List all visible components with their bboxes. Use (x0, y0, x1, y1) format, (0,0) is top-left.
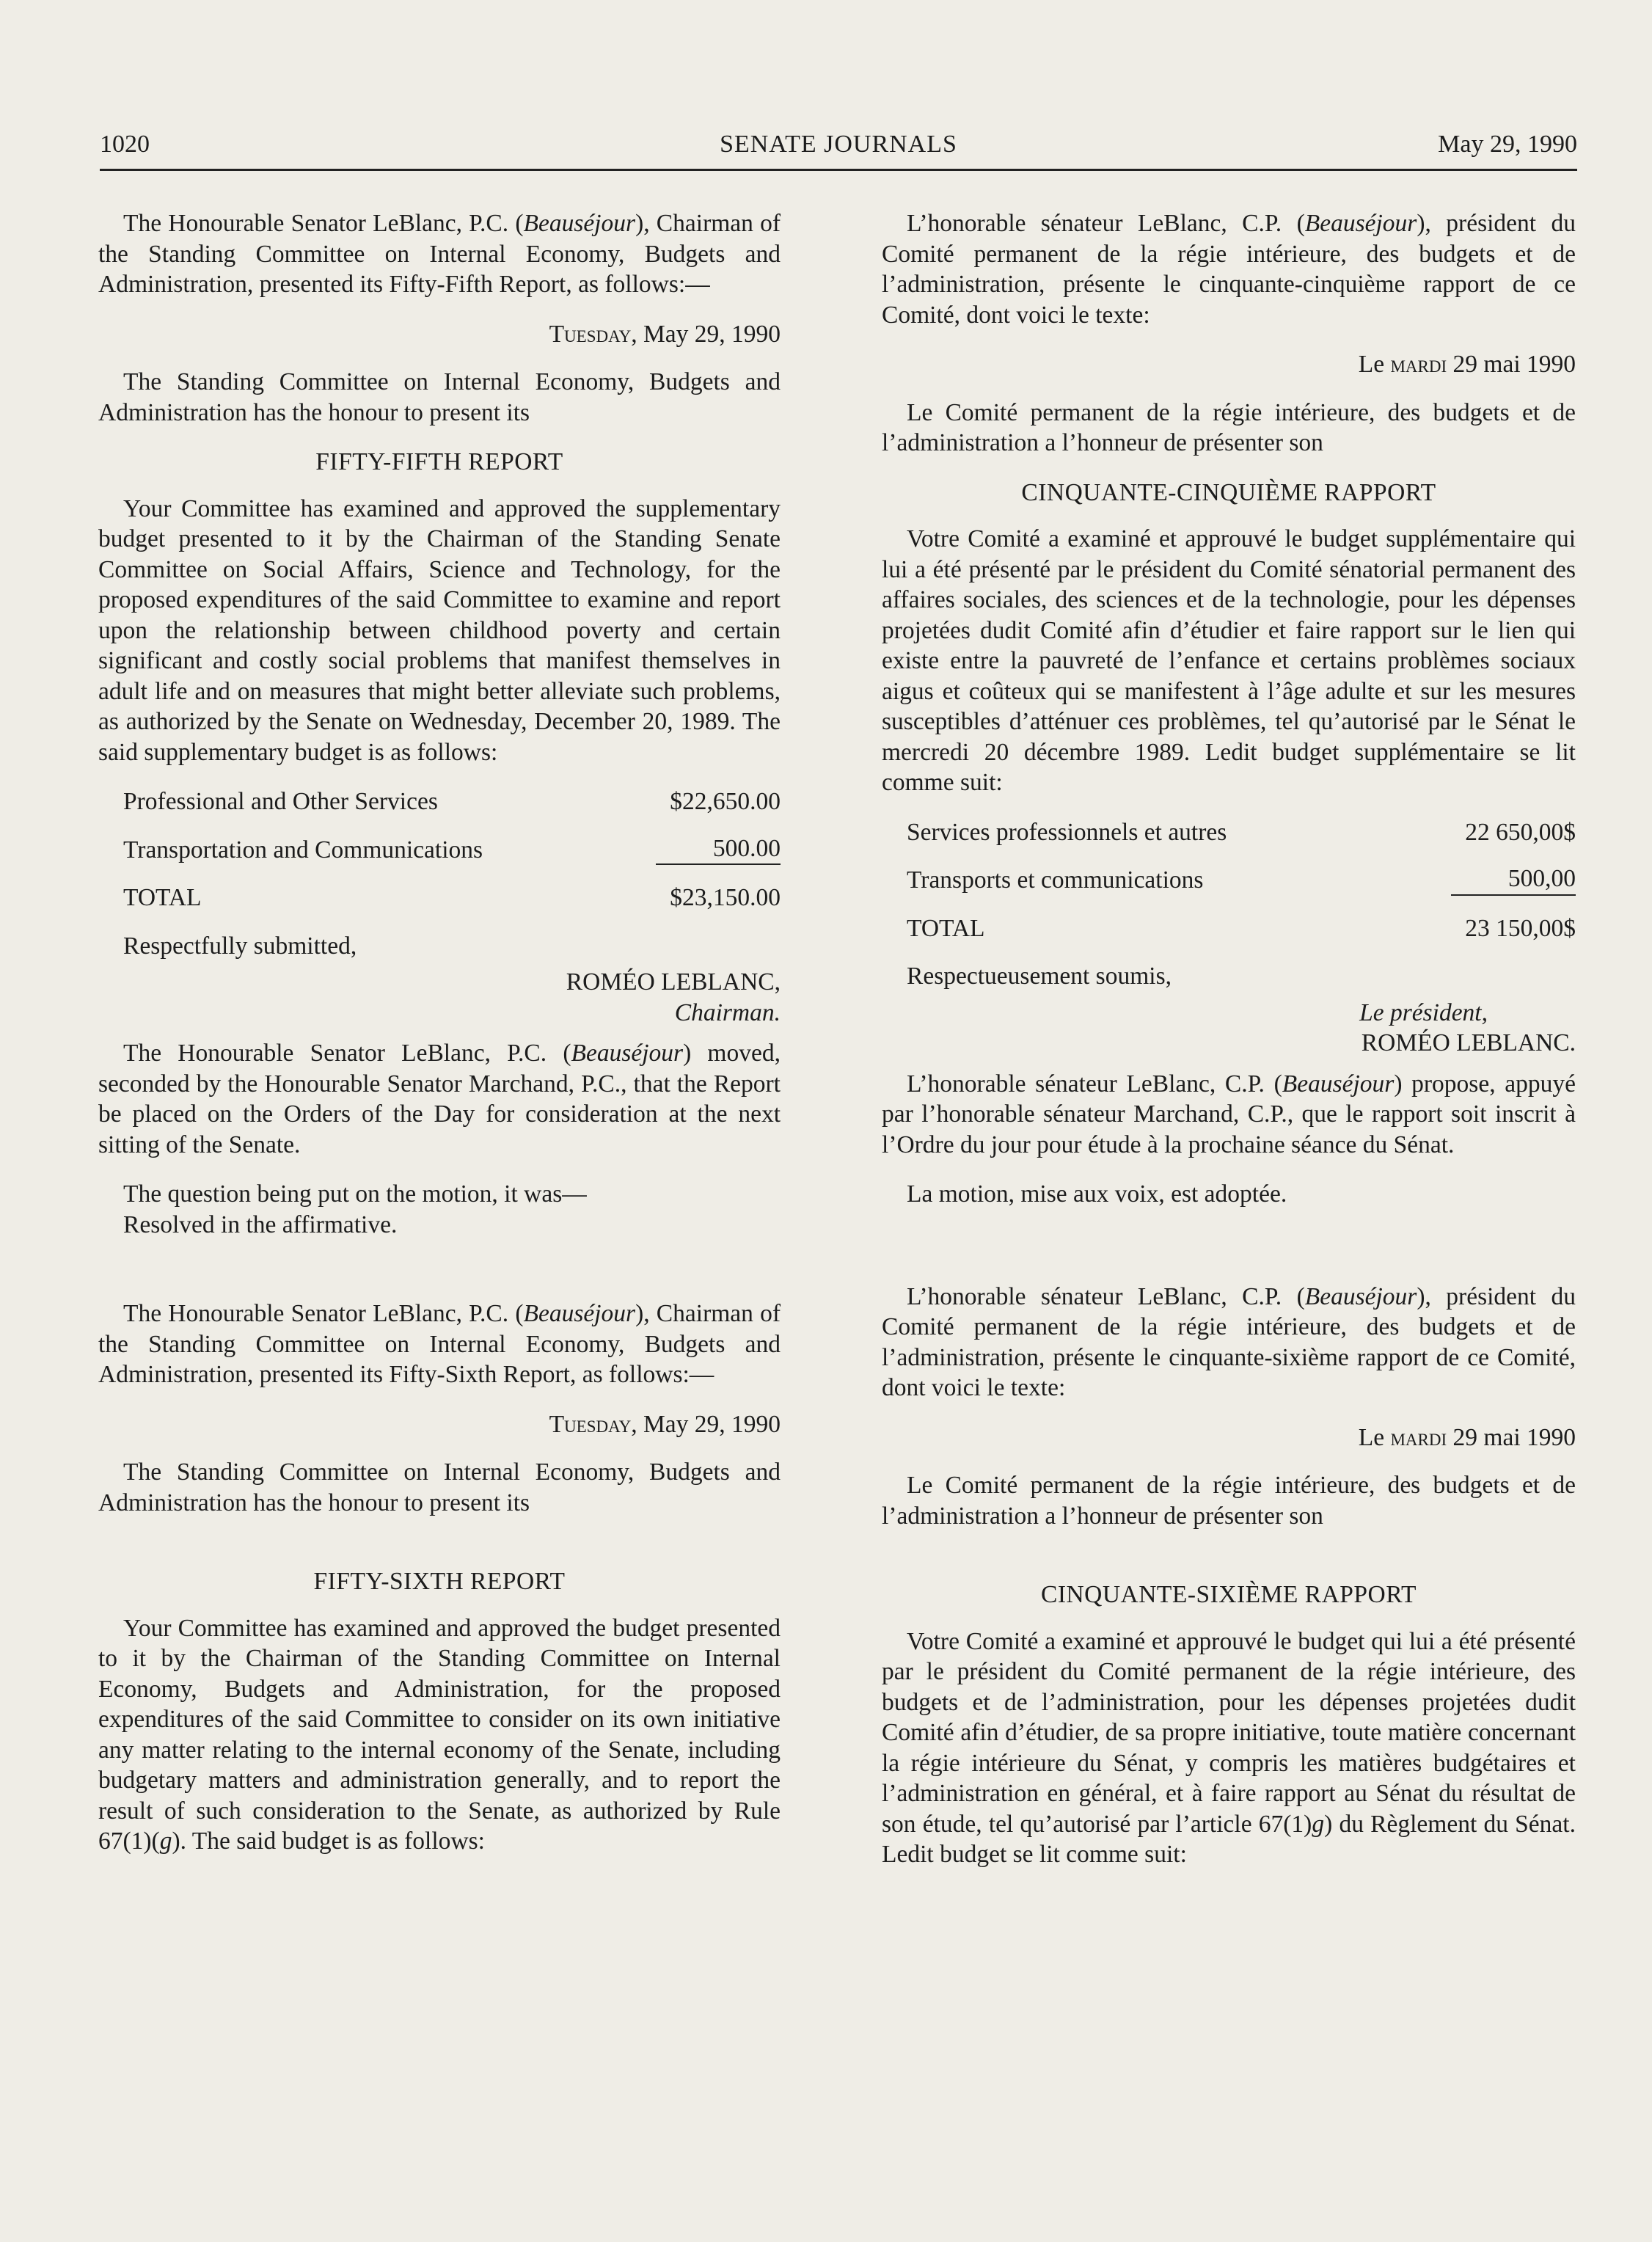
fr-signer-name: ROMÉO LEBLANC. (1361, 1029, 1576, 1056)
french-column (882, 208, 1576, 1889)
en-budget-row (123, 786, 781, 817)
english-column (98, 208, 781, 1876)
en-motion: The Honourable Senator LeBlanc, P.C. (Beauséjour) moved, seconded by the Honourable Senator Marchand, P.C., that the Report be placed on the Orders of the Day for consideration at the next sitting of the Senate. (98, 1040, 781, 1158)
fr-r56-body: Votre Comité a examiné et approuvé le budget qui lui a été présenté par le président du Comité permanent de la régie intérieure, des budgets et de l’administration, pour les dépenses projetées dudit Comité afin d’étudier, de sa propre initiative, toute matière concernant la régie intérieure du Sénat, y compris les matières budgétaires et l’administration en général, et à faire rapport au Sénat du résultat de son étude, tel qu’autorisé par l’article 67(1)g) du Règlement du Sénat. Ledit budget se lit comme suit: (882, 1627, 1576, 1868)
en-budget-total-row (123, 883, 781, 913)
header-date: May 29, 1990 (1438, 131, 1577, 158)
en-r56-body: Your Committee has examined and approved the budget presented to it by the Chairman of the Standing Committee on Internal Economy, Budgets and Administration, for the proposed expenditures of the said Committee to consider on its own initiative any matter relating to the internal economy of the Senate, including budgetary matters and administration generally, and to report the result of such consideration to the Senate, as authorized by Rule 67(1)(g). The said budget is as follows: (98, 1614, 781, 1855)
en-submitted: Respectfully submitted, (123, 932, 357, 960)
fr-r56-dateline: Le mardi 29 mai 1990 (1358, 1423, 1576, 1451)
page-header (100, 131, 1577, 171)
fr-signature (882, 998, 1576, 1059)
fr-signer-role: Le président, (1359, 998, 1488, 1026)
fr-submitted: Respectueusement soumis, (907, 963, 1172, 990)
en-r55-present: The Standing Committee on Internal Economy, Budgets and Administration has the honour to present its (98, 368, 781, 426)
fr-r55-heading: CINQUANTE-CINQUIÈME RAPPORT (1021, 478, 1436, 506)
en-r55-body: Your Committee has examined and approved the supplementary budget presented to it by the Chairman of the Standing Senate Committee on Social Affairs, Science and Technology, for the proposed expenditures of the said Committee to examine and report upon the relationship between childhood poverty and certain significant and costly social problems that manifest themselves in adult life and on measures that might better alleviate such problems, as authorized by the Senate on Wednesday, December 20, 1989. The said supplementary budget is as follows: (98, 494, 781, 766)
en-r56-dateline: Tuesday, May 29, 1990 (549, 1410, 781, 1438)
fr-resolved: La motion, mise aux voix, est adoptée. (907, 1180, 1287, 1208)
fr-r56-present: Le Comité permanent de la régie intérieure, des budgets et de l’administration a l’honneur de présenter son (882, 1472, 1576, 1530)
en-r55-dateline: Tuesday, May 29, 1990 (549, 320, 781, 348)
journal-title: SENATE JOURNALS (720, 131, 957, 158)
fr-budget-label: Services professionnels et autres (907, 818, 1227, 846)
fr-budget-label: TOTAL (907, 914, 985, 942)
fr-r55-present: Le Comité permanent de la régie intérieure, des budgets et de l’administration a l’honneur de présenter son (882, 398, 1576, 456)
fr-budget-total-row (907, 913, 1576, 944)
en-budget-label: Professional and Other Services (123, 788, 438, 815)
page-number: 1020 (100, 131, 150, 158)
en-r56-heading: FIFTY-SIXTH REPORT (313, 1568, 566, 1595)
en-budget-amount: $23,150.00 (670, 884, 781, 911)
fr-motion: L’honorable sénateur LeBlanc, C.P. (Beauséjour) propose, appuyé par l’honorable sénateur Marchand, C.P., que le rapport soit inscrit à l’Ordre du jour pour étude à la prochaine séance du Sénat. (882, 1070, 1576, 1158)
fr-r55-intro: L’honorable sénateur LeBlanc, C.P. (Beauséjour), président du Comité permanent de la régie intérieure, des budgets et de l’administration, présente le cinquante-cinquième rapport de ce Comité, dont voici le texte: (882, 210, 1576, 329)
en-signature (98, 967, 781, 1028)
en-question: The question being put on the motion, it was— (123, 1180, 587, 1208)
fr-budget-label: Transports et communications (907, 866, 1204, 894)
en-budget-row (123, 835, 781, 866)
fr-r56-intro: L’honorable sénateur LeBlanc, C.P. (Beauséjour), président du Comité permanent de la régie intérieure, des budgets et de l’administration, présente le cinquante-sixième rapport de ce Comité, dont voici le texte: (882, 1282, 1576, 1401)
fr-r55-dateline: Le mardi 29 mai 1990 (1358, 351, 1576, 378)
fr-budget-row (907, 817, 1576, 848)
en-resolved: Resolved in the affirmative. (123, 1211, 398, 1238)
en-signer-role: Chairman. (674, 998, 781, 1026)
fr-r56-heading: CINQUANTE-SIXIÈME RAPPORT (1040, 1581, 1417, 1608)
en-r55-heading: FIFTY-FIFTH REPORT (315, 448, 563, 475)
fr-r55-body: Votre Comité a examiné et approuvé le budget supplémentaire qui lui a été présenté par le président du Comité sénatorial permanent des affaires sociales, des sciences et de la technologie, pour les dépenses projetées dudit Comité afin d’étudier et faire rapport sur le lien qui existe entre la pauvreté de l’enfance et certains problèmes sociaux aigus et coûteux qui se manifestent à l’âge adulte et sur les mesures susceptibles d’atténuer ces problèmes, tel qu’autorisé par le Sénat le mercredi 20 décembre 1989. Ledit budget supplémentaire se lit comme suit: (882, 525, 1576, 796)
en-r55-intro: The Honourable Senator LeBlanc, P.C. (Beauséjour), Chairman of the Standing Committee on Internal Economy, Budgets and Administration, presented its Fifty-Fifth Report, as follows:— (98, 210, 781, 298)
en-budget-label: TOTAL (123, 884, 202, 911)
fr-budget-row (907, 865, 1576, 896)
en-r56-present: The Standing Committee on Internal Economy, Budgets and Administration has the honour to present its (98, 1458, 781, 1516)
en-budget-amount: $22,650.00 (670, 788, 781, 815)
fr-budget-amount: 23 150,00$ (1465, 914, 1576, 942)
fr-budget-amount: 22 650,00$ (1465, 818, 1576, 846)
en-signer-name: ROMÉO LEBLANC, (566, 968, 781, 996)
en-budget-amount: 500.00 (656, 835, 781, 866)
en-r56-intro: The Honourable Senator LeBlanc, P.C. (Beauséjour), Chairman of the Standing Committee on Internal Economy, Budgets and Administration, presented its Fifty-Sixth Report, as follows:— (98, 1300, 781, 1388)
fr-budget-amount: 500,00 (1451, 865, 1576, 896)
en-budget-label: Transportation and Communications (123, 836, 483, 863)
